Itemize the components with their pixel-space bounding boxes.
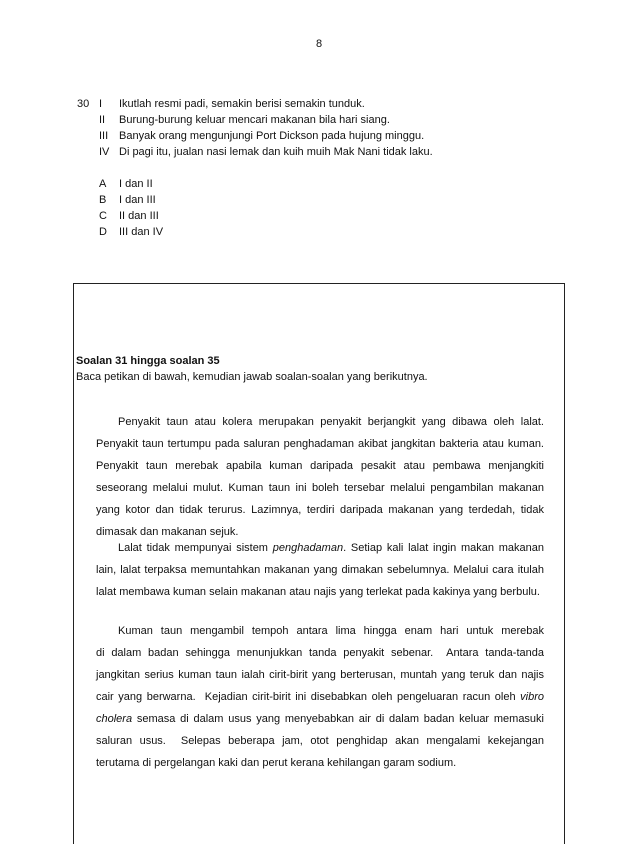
paragraph-text-part: . Setiap kali lalat ingin makan makanan lain, lalat terpaksa memuntahkan makanan yang dimakan sebelumnya. Melalui cara itulah lalat membawa kuman selain makanan atau najis yang terlekat pada kakinya yang berbulu. [96, 542, 545, 598]
passage-paragraph-3 [96, 620, 593, 774]
statement-text: Burung-burung keluar mencari makanan bila hari siang. [119, 114, 390, 126]
statement-roman: I [99, 98, 103, 110]
page-number: 8 [315, 38, 323, 50]
question-number: 30 [77, 98, 90, 110]
paragraph-text-part: Lalat tidak mempunyai sistem [118, 542, 273, 554]
option-d[interactable] [77, 224, 433, 240]
italic-term: vibro cholera [96, 691, 548, 725]
statement-roman: III [99, 130, 109, 142]
paragraph-text [96, 537, 544, 603]
statement-text: Ikutlah resmi padi, semakin berisi semakin tunduk. [119, 98, 365, 110]
option-letter: C [99, 210, 107, 222]
paragraph-text: Penyakit taun atau kolera merupakan penyakit berjangkit yang dibawa oleh lalat. Penyakit taun tertumpu pada saluran penghadaman akibat jangkitan bakteria atau kuman. Penyakit taun merebak apabila kuman daripada pesakit atau pembawa menjangkiti seseorang melalui mulut. Kuman taun ini boleh tersebar melalui pengambilan makanan yang kotor dan tidak terurus. Lazimnya, terdiri daripada makanan yang terdedah, tidak dimasak dan makanan sejuk. [96, 416, 544, 538]
paragraph-text [96, 620, 593, 774]
option-text: III dan IV [119, 226, 164, 238]
passage-title: Soalan 31 hingga soalan 35 [76, 355, 220, 367]
paragraph-text-part: Kuman taun mengambil tempoh antara lima hingga enam hari untuk merebak di dalam badan sehingga menunjukkan tanda penyakit sebenar. Antara tanda-tanda jangkitan serius kuman taun ialah cirit-birit yang berterusan, muntah yang teruk dan najis cair yang berwarna. Kejadian cirit-birit ini disebabkan oleh pengeluaran racun oleh [96, 625, 593, 703]
option-text: I dan II [119, 178, 153, 190]
paragraph-text-part: semasa di dalam usus yang menyebabkan air di dalam badan keluar memasuki saluran usus. Selepas beberapa jam, otot penghidap akan mengalami kekejangan terutama di pergelangan kaki dan perut kerana kehilangan garam sodium. [96, 713, 548, 769]
statement-row [77, 96, 433, 112]
option-a[interactable] [77, 176, 433, 192]
statement-text: Banyak orang mengunjungi Port Dickson pada hujung minggu. [119, 130, 425, 142]
passage-paragraph-1 [96, 411, 544, 543]
option-letter: B [99, 194, 107, 206]
statement-row [77, 128, 433, 144]
option-text: II dan III [119, 210, 159, 222]
option-c[interactable] [77, 208, 433, 224]
question-30 [77, 96, 433, 240]
option-text: I dan III [119, 194, 156, 206]
passage-instruction: Baca petikan di bawah, kemudian jawab soalan-soalan yang berikutnya. [76, 371, 428, 383]
statement-text: Di pagi itu, jualan nasi lemak dan kuih muih Mak Nani tidak laku. [119, 146, 433, 158]
statement-roman: II [99, 114, 106, 126]
italic-term: penghadaman [272, 542, 344, 554]
passage-box [73, 283, 593, 844]
option-b[interactable] [77, 192, 433, 208]
statement-row [77, 144, 433, 160]
statement-roman: IV [99, 146, 110, 158]
option-letter: A [99, 178, 107, 190]
passage-paragraph-2 [96, 537, 544, 603]
statement-row [77, 112, 433, 128]
option-letter: D [99, 226, 107, 238]
